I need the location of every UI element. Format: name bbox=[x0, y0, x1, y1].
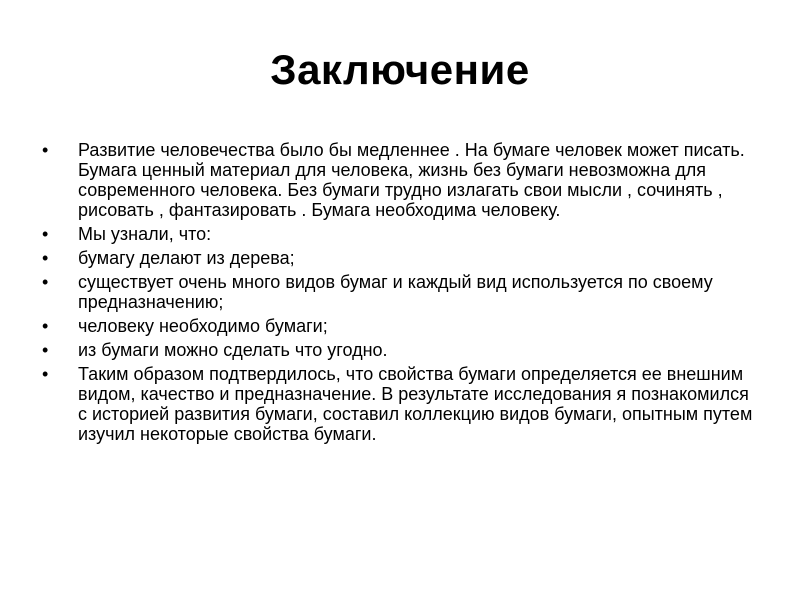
bullet-item bbox=[40, 140, 755, 220]
bullet-item bbox=[40, 316, 755, 336]
bullet-text: Мы узнали, что: bbox=[78, 224, 212, 244]
bullet-item bbox=[40, 340, 755, 360]
bullet-text: человеку необходимо бумаги; bbox=[78, 316, 328, 336]
bullet-marker: • bbox=[42, 140, 49, 160]
bullet-item bbox=[40, 224, 755, 244]
slide-title: Заключение bbox=[270, 46, 530, 93]
bullet-marker: • bbox=[42, 272, 49, 292]
bullet-text: бумагу делают из дерева; bbox=[78, 248, 295, 268]
bullet-list bbox=[40, 140, 755, 448]
bullet-text: Развитие человечества было бы медленнее . На бумаге человек может писать. Бумага ценный материал для человека, жизнь без бумаги невозможна для современного человека. Без бумаги трудно излагать свои мысли , сочинять , рисовать , фантазировать . Бумага необходима человеку. bbox=[78, 140, 745, 220]
bullet-marker: • bbox=[42, 364, 49, 384]
bullet-text: Таким образом подтвердилось, что свойства бумаги определяется ее внешним видом, качество и предназначение. В результате исследования я познакомился с историей развития бумаги, составил коллекцию видов бумаги, опытным путем изучил некоторые свойства бумаги. bbox=[78, 364, 753, 444]
bullet-text: из бумаги можно сделать что угодно. bbox=[78, 340, 388, 360]
bullet-text: существует очень много видов бумаг и каждый вид используется по своему предназначению; bbox=[78, 272, 713, 312]
bullet-item bbox=[40, 272, 755, 312]
bullet-marker: • bbox=[42, 340, 49, 360]
bullet-item bbox=[40, 248, 755, 268]
bullet-marker: • bbox=[42, 224, 49, 244]
bullet-item bbox=[40, 364, 755, 444]
bullet-marker: • bbox=[42, 316, 49, 336]
bullet-marker: • bbox=[42, 248, 49, 268]
